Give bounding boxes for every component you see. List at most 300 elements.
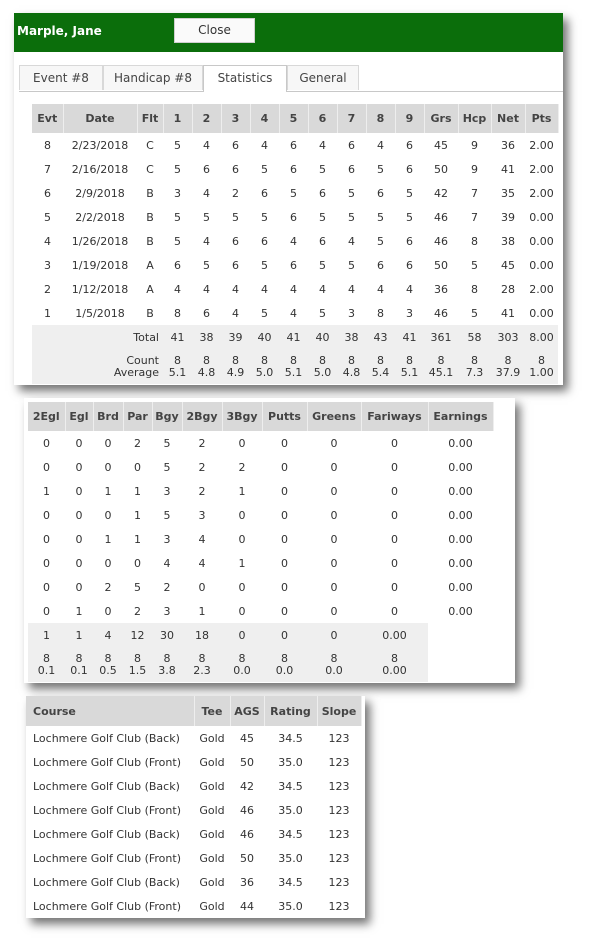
stats-cell: 0 <box>238 508 246 522</box>
scores-cell: 6 <box>348 138 355 152</box>
scores-cell: 5 <box>203 210 210 224</box>
stats-cell: 0 <box>330 508 338 522</box>
count-value: 8 <box>504 354 512 367</box>
scores-cell: 5 <box>319 258 326 272</box>
courses-cell: 35.0 <box>278 803 303 817</box>
scores-cell: 1/5/2018 <box>75 306 125 320</box>
stats-cell: 0 <box>43 460 50 474</box>
stats-cell: 4 <box>198 532 206 546</box>
stats-cell: 0 <box>134 556 141 570</box>
scores-cell: 42 <box>434 186 448 200</box>
scores-total-cell: 58 <box>458 325 491 350</box>
stats-cell: 2 <box>134 604 141 618</box>
scores-cell: 50 <box>434 162 448 176</box>
count-value: 8 <box>203 354 210 367</box>
count-value: 8 <box>232 354 239 367</box>
average-value: 1.5 <box>128 664 147 677</box>
stats-cell: 2 <box>238 460 246 474</box>
stats-cell: 0 <box>75 580 83 594</box>
courses-cell: Gold <box>199 827 225 841</box>
scores-cell: 5 <box>319 210 326 224</box>
stats-row <box>28 527 493 551</box>
scores-total-cell: 39 <box>221 325 250 350</box>
scores-cell: 4 <box>44 234 51 248</box>
average-value: 5.1 <box>400 366 419 379</box>
stats-cell: 0 <box>281 460 288 474</box>
stats-cell: 0 <box>238 532 246 546</box>
courses-row <box>26 726 361 750</box>
courses-cell: 34.5 <box>278 779 303 793</box>
scores-cell: 0.00 <box>529 258 554 272</box>
stats-cell: 0 <box>330 604 338 618</box>
courses-row <box>26 870 361 894</box>
stats-cell: 4 <box>198 556 206 570</box>
stats-cell: 0 <box>391 556 398 570</box>
close-button[interactable]: Close <box>174 18 255 43</box>
scores-cell: 5 <box>44 210 51 224</box>
stats-cell: 0 <box>43 436 50 450</box>
scores-cell: 5 <box>348 186 355 200</box>
count-value: 8 <box>174 354 181 367</box>
stats-total-cell <box>428 623 493 648</box>
scores-cell: 6 <box>319 234 326 248</box>
scores-cell: 0.00 <box>529 234 554 248</box>
stats-cell: 1 <box>134 484 141 498</box>
stats-row <box>28 503 493 527</box>
course-name: Lochmere Golf Club (Front) <box>33 755 181 769</box>
scores-cell: 1/26/2018 <box>71 234 129 248</box>
scores-cell: 3 <box>348 306 355 320</box>
scores-cell: 6 <box>174 258 181 272</box>
courses-cell: Gold <box>199 731 225 745</box>
scores-cell: 7 <box>471 210 478 224</box>
stats-cell: 0 <box>281 484 288 498</box>
stats-header: 2Bgy <box>182 402 222 431</box>
stats-cell: 1 <box>43 484 50 498</box>
stats-cell: 0 <box>391 580 398 594</box>
scores-cell: 6 <box>203 306 210 320</box>
count-value: 8 <box>134 652 141 665</box>
scores-cell: 1 <box>44 306 51 320</box>
scores-cell: 6 <box>232 258 239 272</box>
scores-total-cell: 40 <box>308 325 337 350</box>
stats-count-cell <box>65 648 93 682</box>
stats-total-cell: 0 <box>262 623 307 648</box>
scores-total-cell: 303 <box>491 325 525 350</box>
scores-header: Hcp <box>458 104 491 133</box>
scores-cell: 4 <box>290 306 297 320</box>
courses-cell: 35.0 <box>278 899 303 913</box>
courses-row <box>26 894 361 918</box>
scores-cell: 4 <box>348 234 355 248</box>
stats-cell: 1 <box>104 532 112 546</box>
scores-cell: B <box>146 234 154 248</box>
scores-cell: 5 <box>261 210 268 224</box>
courses-cell: 123 <box>328 875 350 889</box>
courses-cell: Gold <box>199 875 225 889</box>
scores-header: 1 <box>163 104 192 133</box>
scores-cell: 6 <box>406 234 413 248</box>
stats-header: Greens <box>307 402 361 431</box>
stats-count-cell <box>28 648 65 682</box>
scores-count-cell <box>424 350 458 384</box>
stats-cell: 0 <box>75 532 83 546</box>
scores-total-cell: 38 <box>192 325 221 350</box>
courses-row <box>26 798 361 822</box>
courses-header: Rating <box>264 696 317 726</box>
scores-cell: 7 <box>471 186 478 200</box>
scores-cell: 39 <box>501 210 515 224</box>
scores-total-cell: 361 <box>424 325 458 350</box>
stats-cell: 0 <box>104 604 112 618</box>
scores-row <box>32 277 558 301</box>
scores-total-cell: 41 <box>395 325 424 350</box>
stats-cell: 0 <box>238 580 246 594</box>
courses-cell: 123 <box>328 779 350 793</box>
scores-cell: 5 <box>348 210 355 224</box>
stats-header: Egl <box>65 402 93 431</box>
average-value: 0.00 <box>382 664 407 677</box>
scores-cell: 2.00 <box>529 186 554 200</box>
scores-cell: 0.00 <box>529 306 554 320</box>
scores-cell: 5 <box>174 138 181 152</box>
count-value: 8 <box>198 652 206 665</box>
scores-cell: 4 <box>406 282 413 296</box>
scores-cell: 4 <box>290 282 297 296</box>
scores-cell: 6 <box>232 234 239 248</box>
total-label: Total <box>32 325 163 350</box>
scores-cell: 8 <box>471 234 478 248</box>
scores-header: Net <box>491 104 525 133</box>
stats-row <box>28 575 493 599</box>
scores-header: 8 <box>366 104 395 133</box>
courses-cell: 35.0 <box>278 851 303 865</box>
stats-cell: 0 <box>281 436 288 450</box>
stats-cell: 3 <box>163 532 171 546</box>
scores-cell: 4 <box>319 282 326 296</box>
stats-header: Bgy <box>152 402 182 431</box>
stats-cell: 1 <box>134 508 141 522</box>
scores-cell: 2.00 <box>529 282 554 296</box>
course-name: Lochmere Golf Club (Front) <box>33 803 181 817</box>
scores-cell: 4 <box>261 282 268 296</box>
scores-count-cell <box>250 350 279 384</box>
stats-window <box>24 398 515 683</box>
scores-cell: 50 <box>434 258 448 272</box>
courses-cell: 50 <box>240 755 254 769</box>
stats-row <box>28 551 493 575</box>
title-bar <box>14 13 563 52</box>
average-value: 4.8 <box>197 366 216 379</box>
stats-cell: 0 <box>238 604 246 618</box>
scores-cell: 5 <box>174 210 181 224</box>
stats-cell: 0 <box>391 604 398 618</box>
scores-cell: A <box>146 282 154 296</box>
stats-cell: 5 <box>134 580 141 594</box>
scores-cell: 46 <box>434 306 448 320</box>
scores-cell: 4 <box>232 306 239 320</box>
stats-total-row <box>28 623 493 648</box>
count-value: 8 <box>391 652 398 665</box>
average-value: 0.0 <box>233 664 251 677</box>
stats-cell: 1 <box>104 484 112 498</box>
count-label: Count <box>126 354 159 367</box>
stats-header: Brd <box>93 402 123 431</box>
scores-cell: 5 <box>203 258 210 272</box>
stats-cell: 0 <box>75 484 83 498</box>
scores-cell: 3 <box>406 306 413 320</box>
scores-total-row <box>32 325 558 350</box>
stats-cell: 1 <box>134 532 141 546</box>
scores-cell: 4 <box>232 282 239 296</box>
scores-cell: C <box>146 138 154 152</box>
scores-header: Date <box>63 104 137 133</box>
scores-row <box>32 181 558 205</box>
count-value: 8 <box>75 652 83 665</box>
stats-cell: 0 <box>75 556 83 570</box>
scores-cell: 6 <box>203 162 210 176</box>
scores-cell: 4 <box>348 282 355 296</box>
scores-cell: 6 <box>232 138 239 152</box>
scores-header: 4 <box>250 104 279 133</box>
courses-cell: Gold <box>199 755 225 769</box>
scores-cell: 2.00 <box>529 162 554 176</box>
scores-cell: 8 <box>377 306 384 320</box>
courses-cell: 45 <box>240 731 254 745</box>
scores-cell: 45 <box>501 258 515 272</box>
course-name: Lochmere Golf Club (Front) <box>33 899 181 913</box>
courses-row <box>26 846 361 870</box>
stats-header: 3Bgy <box>222 402 262 431</box>
scores-cell: 8 <box>44 138 51 152</box>
count-value: 8 <box>471 354 478 367</box>
scores-cell: 5 <box>174 162 181 176</box>
stats-cell: 0.00 <box>448 604 473 618</box>
average-value: 0.1 <box>70 664 88 677</box>
stats-cell: 0 <box>330 532 338 546</box>
courses-cell: 34.5 <box>278 731 303 745</box>
scores-cell: 2/2/2018 <box>75 210 125 224</box>
count-value: 8 <box>538 354 545 367</box>
stats-cell: 3 <box>198 508 206 522</box>
scores-cell: 35 <box>501 186 515 200</box>
scores-cell: 2 <box>232 186 239 200</box>
scores-cell: 41 <box>501 162 515 176</box>
stats-total-cell: 1 <box>28 623 65 648</box>
stats-cell: 0 <box>330 436 338 450</box>
stats-cell: 0 <box>281 580 288 594</box>
scores-row <box>32 301 558 325</box>
stats-count-row <box>28 648 493 682</box>
scores-cell: 4 <box>377 138 384 152</box>
stats-total-cell: 4 <box>93 623 123 648</box>
courses-cell: 44 <box>240 899 254 913</box>
stats-header: Par <box>123 402 152 431</box>
courses-cell: Gold <box>199 851 225 865</box>
scores-total-cell: 8.00 <box>525 325 558 350</box>
scores-cell: 6 <box>232 162 239 176</box>
tab-2[interactable]: Statistics <box>203 65 287 92</box>
courses-cell: 34.5 <box>278 875 303 889</box>
stats-cell: 3 <box>163 484 171 498</box>
scores-cell: 5 <box>406 186 413 200</box>
stats-cell: 0 <box>330 460 338 474</box>
stats-cell: 0 <box>104 508 112 522</box>
scores-cell: 6 <box>261 186 268 200</box>
scores-total-cell: 41 <box>279 325 308 350</box>
stats-cell: 0 <box>104 436 112 450</box>
stats-cell: 0 <box>43 508 50 522</box>
scores-row <box>32 205 558 229</box>
stats-cell: 0 <box>75 508 83 522</box>
scores-cell: 6 <box>44 186 51 200</box>
stats-cell: 0.00 <box>448 580 473 594</box>
scores-total-cell: 43 <box>366 325 395 350</box>
stats-cell: 2 <box>104 580 112 594</box>
stats-cell: 0 <box>134 460 141 474</box>
stats-total-cell: 18 <box>182 623 222 648</box>
stats-cell: 0 <box>391 508 398 522</box>
average-label: Average <box>113 366 159 379</box>
scores-cell: 4 <box>203 138 210 152</box>
stats-cell: 0 <box>198 580 206 594</box>
scores-cell: 6 <box>261 234 268 248</box>
scores-count-cell <box>366 350 395 384</box>
scores-count-cell <box>458 350 491 384</box>
count-value: 8 <box>437 354 445 367</box>
scores-cell: 9 <box>471 138 478 152</box>
courses-cell: 46 <box>240 803 254 817</box>
scores-cell: 4 <box>261 138 268 152</box>
courses-cell: 123 <box>328 851 350 865</box>
stats-header: Fariways <box>361 402 428 431</box>
scores-count-cell <box>337 350 366 384</box>
stats-cell: 1 <box>238 484 246 498</box>
count-value: 8 <box>281 652 288 665</box>
stats-cell: 4 <box>163 556 171 570</box>
scores-table <box>32 104 559 384</box>
scores-cell: 2.00 <box>529 138 554 152</box>
scores-cell: 5 <box>261 258 268 272</box>
scores-total-cell: 40 <box>250 325 279 350</box>
stats-row <box>28 455 493 479</box>
scores-row <box>32 157 558 181</box>
stats-cell: 0 <box>43 532 50 546</box>
stats-cell: 0.00 <box>448 436 473 450</box>
scores-count-cell <box>163 350 192 384</box>
stats-cell: 0 <box>391 460 398 474</box>
scores-header: Evt <box>32 104 63 133</box>
stats-total-cell: 30 <box>152 623 182 648</box>
course-name: Lochmere Golf Club (Front) <box>33 851 181 865</box>
average-value: 0.0 <box>275 664 294 677</box>
stats-count-cell <box>222 648 262 682</box>
scores-cell: 6 <box>377 186 384 200</box>
scores-cell: 45 <box>434 138 448 152</box>
scores-count-cell <box>395 350 424 384</box>
tab-1[interactable]: Handicap #8 <box>103 65 203 90</box>
count-value: 8 <box>348 354 355 367</box>
stats-cell: 2 <box>163 580 171 594</box>
scores-cell: 4 <box>174 282 181 296</box>
tab-0[interactable]: Event #8 <box>19 65 103 90</box>
average-value: 5.1 <box>168 366 187 379</box>
scores-cell: 6 <box>290 210 297 224</box>
scores-cell: 8 <box>174 306 181 320</box>
average-value: 45.1 <box>428 366 454 379</box>
count-value: 8 <box>163 652 171 665</box>
stats-cell: 0 <box>75 436 83 450</box>
stats-cell: 0.00 <box>448 484 473 498</box>
courses-header: Course <box>26 696 194 726</box>
scores-total-cell: 38 <box>337 325 366 350</box>
stats-cell: 0 <box>104 556 112 570</box>
courses-header: Slope <box>317 696 361 726</box>
scores-cell: 3 <box>174 186 181 200</box>
scores-cell: 7 <box>44 162 51 176</box>
stats-row <box>28 479 493 503</box>
scores-cell: B <box>146 210 154 224</box>
scores-total-cell: 41 <box>163 325 192 350</box>
average-value: 1.00 <box>529 366 554 379</box>
scores-cell: 5 <box>319 306 326 320</box>
scores-cell: 6 <box>290 162 297 176</box>
stats-cell: 0.00 <box>448 508 473 522</box>
stats-total-cell: 12 <box>123 623 152 648</box>
scores-header: 9 <box>395 104 424 133</box>
stats-count-cell <box>307 648 361 682</box>
course-name: Lochmere Golf Club (Back) <box>33 827 180 841</box>
stats-cell: 0 <box>104 460 112 474</box>
scores-header: Grs <box>424 104 458 133</box>
stats-header: Putts <box>262 402 307 431</box>
tab-3[interactable]: General <box>287 65 359 90</box>
scores-cell: 5 <box>377 210 384 224</box>
scores-cell: 3 <box>44 258 51 272</box>
scores-cell: 5 <box>471 306 478 320</box>
stats-cell: 0 <box>281 508 288 522</box>
stats-cell: 2 <box>198 436 206 450</box>
scores-count-cell <box>279 350 308 384</box>
stats-count-cell <box>152 648 182 682</box>
scores-count-cell <box>308 350 337 384</box>
stats-cell: 5 <box>163 436 171 450</box>
scores-cell: 4 <box>290 234 297 248</box>
average-value: 2.3 <box>193 664 211 677</box>
scores-row <box>32 229 558 253</box>
stats-cell: 0 <box>391 436 398 450</box>
scores-cell: 2 <box>44 282 51 296</box>
average-value: 5.1 <box>284 366 303 379</box>
scores-cell: 5 <box>261 162 268 176</box>
average-value: 7.3 <box>465 366 484 379</box>
scores-cell: 4 <box>319 138 326 152</box>
tab-bar <box>19 65 563 92</box>
count-value: 8 <box>319 354 326 367</box>
scores-cell: 38 <box>501 234 515 248</box>
scores-cell: 5 <box>232 210 239 224</box>
scores-count-cell <box>192 350 221 384</box>
scores-cell: 6 <box>290 138 297 152</box>
scores-count-cell <box>525 350 558 384</box>
scores-cell: 5 <box>377 162 384 176</box>
stats-count-cell <box>123 648 152 682</box>
scores-cell: 5 <box>471 258 478 272</box>
stats-count-cell <box>428 648 493 682</box>
scores-cell: C <box>146 162 154 176</box>
average-value: 37.9 <box>495 366 521 379</box>
count-value: 8 <box>406 354 413 367</box>
